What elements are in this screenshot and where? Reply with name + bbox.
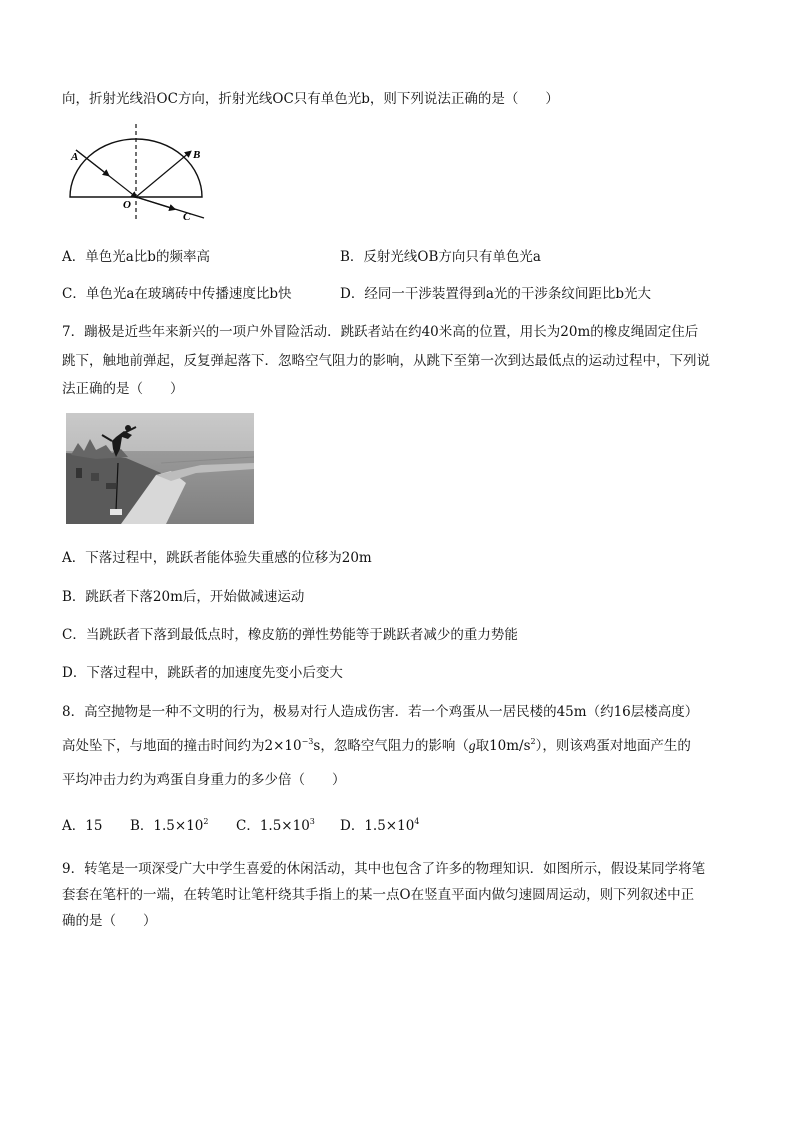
q6-option-c: C．单色光a在玻璃砖中传播速度比b快 bbox=[62, 286, 292, 302]
q7-option-a: A．下落过程中，跳跃者能体验失重感的位移为20m bbox=[62, 550, 372, 566]
q8-stem-line3: 平均冲击力约为鸡蛋自身重力的多少倍（ ） bbox=[62, 772, 346, 788]
q7-option-d: D．下落过程中，跳跃者的加速度先变小后变大 bbox=[62, 665, 343, 681]
q7-option-b: B．跳跃者下落20m后，开始做减速运动 bbox=[62, 589, 305, 605]
q7-stem-line3: 法正确的是（ ） bbox=[62, 381, 184, 397]
q6-optics-figure bbox=[62, 120, 212, 230]
q9-stem-line2: 套套在笔杆的一端，在转笔时让笔杆绕其手指上的某一点O在竖直平面内做匀速圆周运动，则下列叙述中正 bbox=[62, 887, 695, 903]
label-c: C bbox=[183, 211, 191, 223]
q8-stem-line1: 8．高空抛物是一种不文明的行为，极易对行人造成伤害．若一个鸡蛋从一居民楼的45m（约16层楼高度） bbox=[62, 704, 699, 720]
q6-option-b: B．反射光线OB方向只有单色光a bbox=[340, 249, 541, 265]
label-b: B bbox=[193, 149, 201, 161]
q6-stem-tail: 向，折射光线沿OC方向，折射光线OC只有单色光b，则下列说法正确的是（ ） bbox=[62, 91, 559, 107]
q8-option-c: C．$1.5\times 10^3$ bbox=[236, 817, 315, 834]
q8-option-d: D．$1.5\times 10^4$ bbox=[340, 817, 420, 834]
bungee-jump-photo bbox=[66, 413, 254, 524]
q9-stem-line3: 确的是（ ） bbox=[62, 913, 157, 929]
ray-b bbox=[136, 152, 190, 197]
label-o: O bbox=[123, 199, 131, 211]
label-a: A bbox=[71, 151, 79, 163]
q8-option-a: A．15 bbox=[62, 818, 103, 834]
q6-option-a: A．单色光a比b的频率高 bbox=[62, 249, 210, 265]
q7-stem-line2: 跳下，触地前弹起，反复弹起落下．忽略空气阻力的影响，从跳下至第一次到达最低点的运动过程中，下列说 bbox=[62, 353, 710, 369]
q7-stem-line1: 7．蹦极是近些年来新兴的一项户外冒险活动．跳跃者站在约40米高的位置，用长为20m的橡皮绳固定住后 bbox=[62, 324, 699, 340]
q8-stem-line2: 高处坠下，与地面的撞击时间约为$2\times 10^{-3}s$，忽略空气阻力的影响（g取$10m/s^2$），则该鸡蛋对地面产生的 bbox=[62, 737, 691, 754]
q9-stem-line1: 9．转笔是一项深受广大中学生喜爱的休闲活动，其中也包含了许多的物理知识．如图所示，假设某同学将笔 bbox=[62, 861, 706, 877]
q6-option-d: D．经同一干涉装置得到a光的干涉条纹间距比b光大 bbox=[340, 286, 652, 302]
q7-option-c: C．当跳跃者下落到最低点时，橡皮筋的弹性势能等于跳跃者减少的重力势能 bbox=[62, 627, 518, 643]
q8-option-b: B．$1.5\times 10^2$ bbox=[130, 817, 209, 834]
